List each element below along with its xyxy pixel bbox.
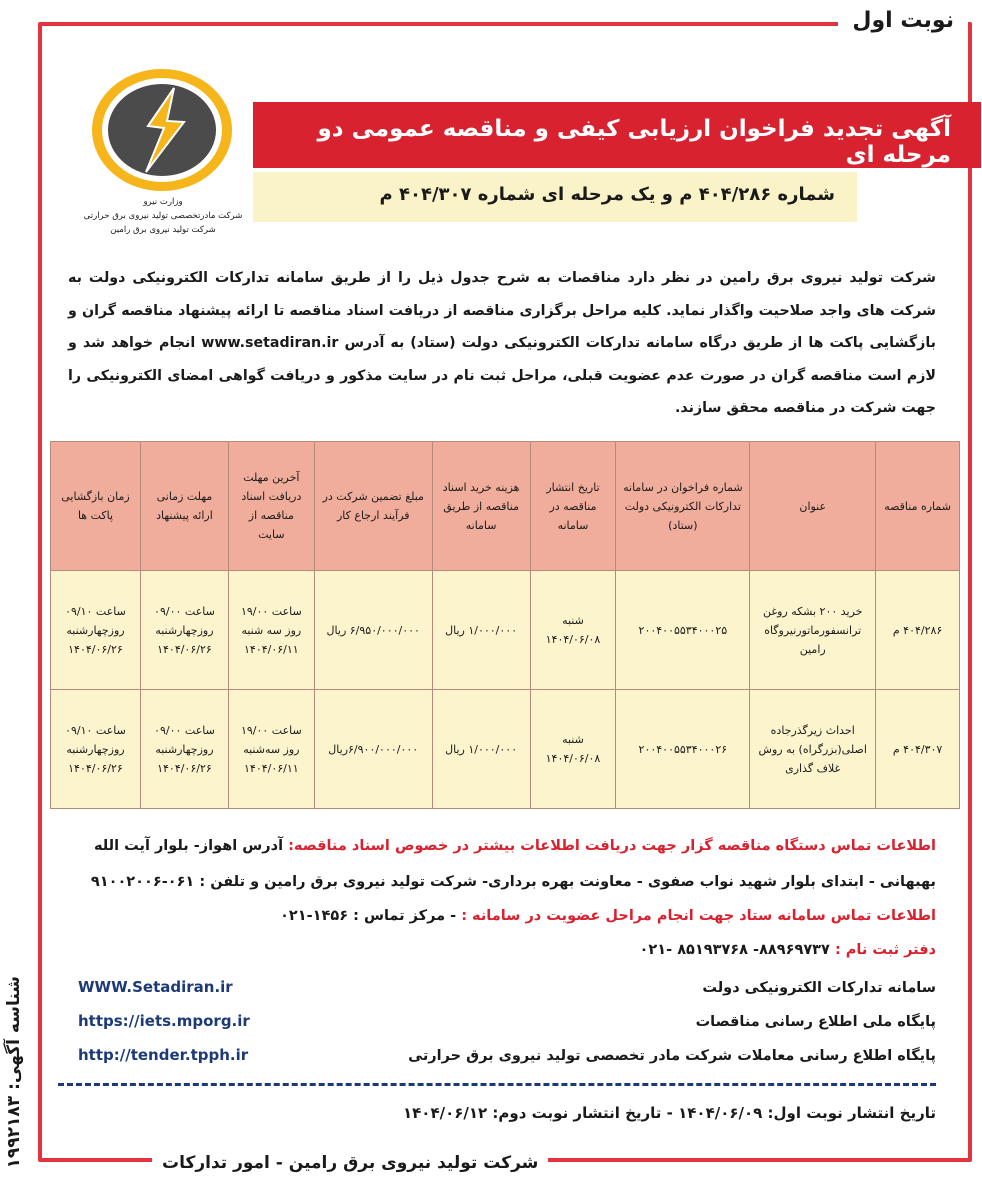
cell-proposal-deadline: ساعت ۰۹/۰۰ روزچهارشنبه ۱۴۰۴/۰۶/۲۶ <box>140 571 228 690</box>
header-tender-number: شماره مناقصه <box>876 442 960 571</box>
cell-tender-number: ۴۰۴/۳۰۷ م <box>876 690 960 809</box>
contact-line-4 <box>56 942 936 958</box>
intro-text-2: انجام خواهد شد و لازم است مناقصه گران در صورت عدم عضویت قبلی، مراحل ثبت نام در سایت مذکور و دریافت گواهی امضای الکترونیکی را جهت شرکت در مناقصه محقق سازند. <box>68 335 936 416</box>
header-title: عنوان <box>750 442 876 571</box>
header-publish-date: تاریخ انتشار مناقصه در سامانه <box>530 442 616 571</box>
table-header-row <box>51 442 960 571</box>
contact-line-1 <box>56 838 936 854</box>
page-title: آگهی تجدید فراخوان ارزیابی کیفی و مناقصه عمومی دو مرحله ای <box>253 102 981 168</box>
cell-publish-date: شنبه ۱۴۰۴/۰۶/۰۸ <box>530 690 616 809</box>
cell-guarantee: ۶/۹۰۰/۰۰۰/۰۰۰ریال <box>314 690 432 809</box>
company-name: شرکت تولید نیروی برق رامین <box>110 225 216 235</box>
registration-office-label: دفتر ثبت نام : <box>834 942 936 958</box>
header-proposal-deadline: مهلت زمانی ارائه پیشنهاد <box>140 442 228 571</box>
header-guarantee: مبلغ تضمین شرکت در فرآیند ارجاع کار <box>314 442 432 571</box>
cell-setad-number: ۲۰۰۴۰۰۵۵۳۴۰۰۰۲۶ <box>616 690 750 809</box>
footer-department: شرکت تولید نیروی برق رامین - امور تدارکات <box>152 1153 548 1173</box>
header-setad-number: شماره فراخوان در سامانه تدارکات الکترونیکی دولت (ستاد) <box>616 442 750 571</box>
cell-publish-date: شنبه ۱۴۰۴/۰۶/۰۸ <box>530 571 616 690</box>
site-name-iets: پایگاه ملی اطلاع رسانی مناقصات <box>695 1014 936 1030</box>
header-opening-time: زمان بازگشایی پاکت ها <box>51 442 141 571</box>
contact-line-3 <box>56 908 936 924</box>
publish-dates: تاریخ انتشار نوبت اول: ۱۴۰۴/۰۶/۰۹ - تاریخ انتشار نوبت دوم: ۱۴۰۴/۰۶/۱۲ <box>403 1104 936 1122</box>
intro-text-1: شرکت تولید نیروی برق رامین در نظر دارد مناقصات به شرح جدول ذیل را از طریق سامانه تدارکات الکترونیکی دولت به شرکت های واجد صلاحیت واگذار نماید. کلیه مراحل برگزاری مناقصه از دریافت اسناد مناقصه تا ارائه پیشنهاد مناقصه گران و بازگشایی پاکت ها از طریق درگاه سامانه تدارکات الکترونیکی دولت (ستاد) به آدرس <box>68 270 936 351</box>
site-url-setad[interactable]: WWW.Setadiran.ir <box>78 978 233 996</box>
cell-setad-number: ۲۰۰۴۰۰۵۵۳۴۰۰۰۲۵ <box>616 571 750 690</box>
cell-document-deadline: ساعت ۱۹/۰۰ روز سه‌شنبه ۱۴۰۴/۰۶/۱۱ <box>228 690 314 809</box>
setad-call-center: - مرکز تماس : ۱۴۵۶-۰۲۱ <box>280 908 457 924</box>
cell-tender-number: ۴۰۴/۲۸۶ م <box>876 571 960 690</box>
registration-office-phones: ۸۸۹۶۹۷۳۷- ۸۵۱۹۳۷۶۸ -۰۲۱ <box>639 942 830 958</box>
header-document-fee: هزینه خرید اسناد مناقصه از طریق سامانه <box>432 442 530 571</box>
tender-table <box>50 441 960 809</box>
ministry-name: وزارت نیرو <box>143 197 183 207</box>
cell-title: احداث زیرگذرجاده اصلی(بزرگراه) به روش غلاف گذاری <box>750 690 876 809</box>
cell-guarantee: ۶/۹۵۰/۰۰۰/۰۰۰ ریال <box>314 571 432 690</box>
site-url-iets[interactable]: https://iets.mporg.ir <box>78 1012 250 1030</box>
cell-document-fee: ۱/۰۰۰/۰۰۰ ریال <box>432 690 530 809</box>
parent-company-name: شرکت مادرتخصصی تولید نیروی برق حرارتی <box>83 211 243 221</box>
site-name-setad: سامانه تدارکات الکترونیکی دولت <box>702 980 936 996</box>
contact-label-3: اطلاعات تماس سامانه ستاد جهت انجام مراحل عضویت در سامانه : <box>461 908 936 924</box>
cell-title: خرید ۲۰۰ بشکه روغن ترانسفورماتورنیروگاه رامین <box>750 571 876 690</box>
round-label: نوبت اول <box>838 4 968 37</box>
contact-label-1: اطلاعات تماس دستگاه مناقصه گزار جهت دریافت اطلاعات بیشتر در خصوص اسناد مناقصه: <box>288 838 936 854</box>
contact-address: آدرس اهواز- بلوار آیت الله <box>93 838 284 854</box>
ad-id: شناسه آگهی: ۱۹۹۲۱۸۳ <box>4 970 24 1181</box>
table-row <box>51 571 960 690</box>
contact-line-2: بهبهانی - ابتدای بلوار شهید نواب صفوی - معاونت بهره برداری- شرکت تولید نیروی برق رامین و تلفن : ۰۶۱-۹۱۰۰۲۰۰۶ <box>90 874 936 890</box>
dashed-divider <box>58 1083 936 1086</box>
cell-document-fee: ۱/۰۰۰/۰۰۰ ریال <box>432 571 530 690</box>
intro-paragraph <box>68 262 936 425</box>
cell-proposal-deadline: ساعت ۰۹/۰۰ روزچهارشنبه ۱۴۰۴/۰۶/۲۶ <box>140 690 228 809</box>
setad-url[interactable]: www.setadiran.ir <box>201 335 339 351</box>
company-logo <box>88 66 236 194</box>
table-row <box>51 690 960 809</box>
site-url-tpph[interactable]: http://tender.tpph.ir <box>78 1046 249 1064</box>
site-name-tpph: پایگاه اطلاع رسانی معاملات شرکت مادر تخصصی تولید نیروی برق حرارتی <box>408 1048 936 1064</box>
logo-caption <box>58 195 268 237</box>
header-document-deadline: آخرین مهلت دریافت اسناد مناقصه از سایت <box>228 442 314 571</box>
cell-document-deadline: ساعت ۱۹/۰۰ روز سه شنبه ۱۴۰۴/۰۶/۱۱ <box>228 571 314 690</box>
cell-opening-time: ساعت ۰۹/۱۰ روزچهارشنبه ۱۴۰۴/۰۶/۲۶ <box>51 571 141 690</box>
cell-opening-time: ساعت ۰۹/۱۰ روزچهارشنبه ۱۴۰۴/۰۶/۲۶ <box>51 690 141 809</box>
tender-numbers: شماره ۴۰۴/۲۸۶ م و یک مرحله ای شماره ۴۰۴/۳۰۷ م <box>253 172 857 222</box>
